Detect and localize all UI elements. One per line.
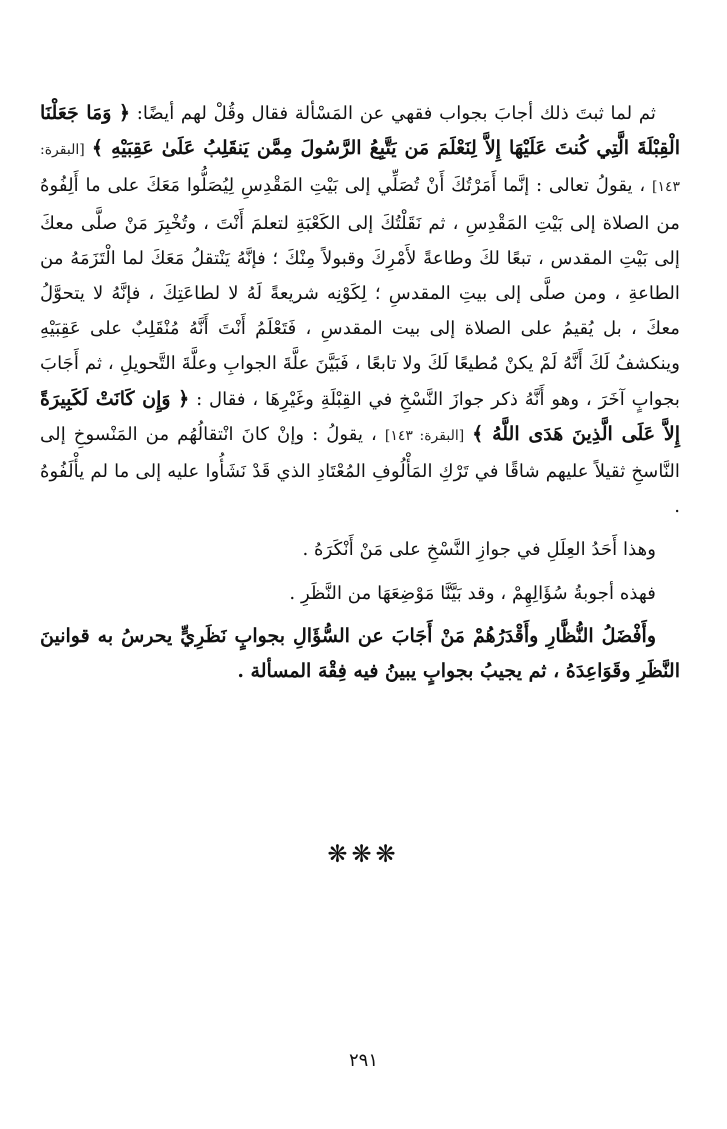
paragraph-answers: فهذه أجوبةُ سُؤَالِهِمْ ، وقد بَيَّنَّا مَوْضِعَهَا من النَّظَرِ .	[289, 582, 656, 604]
commentary-text: ، يقولُ تعالى : إنَّما أَمَرْتُكَ أَنْ تُصَلِّي إلى بَيْتِ المَقْدِسِ لِيُصَلُّوا مَعَكَ على ما أَلِفُوهُ من الصلاة إلى بَيْتِ المَقْدِسِ ، ثم نَقَلْتُكَ إلى الكَعْبَةِ لتعلمَ أَنْتَ ، وتُخْبِرَ مَنْ صلَّى معكَ إلى بَيْتِ المقدس ، تبعًا لكَ وطاعةً لأَمْرِكَ وقبولاً مِنْكَ ؛ فإنَّهُ يَنْتقلُ مَعَكَ لما الْتَزَمَهُ من الطاعةِ ، ومن صلَّى إلى بيتِ المقدسِ ؛ لِكَوْنِه شريعةً لَهُ لا لطاعَتِكَ ، فإنَّهُ لا يتحوَّلُ معكَ ، بل يُقيمُ على الصلاة إلى بيت المقدسِ ، فَتَعْلَمُ أَنْتَ أَنَّهُ مُنْقَلِبٌ على عَقِبَيْهِ وينكشفُ لَكَ أَنَّهُ لَمْ يكنْ مُطيعًا لَكَ ولا تابعًا ، فَبَيَّنَ علَّةَ الجوابِ وعلَّةَ التَّحويلِ ، ثم أَجَابَ بجوابٍ آخَرَ ، وهو أَنَّهُ ذكر جوازَ النَّسْخِ في القِبْلَةِ وغَيْرِهَا ، فقال :	[40, 175, 680, 410]
page-number: ٢٩١	[348, 1050, 378, 1071]
verse-reference: [البقرة: ١٤٣]	[384, 427, 465, 444]
quran-verse: ﴿ وَمَا جَعَلْنَا الْقِبْلَةَ الَّتِي كُنتَ عَلَيْهَا إِلاَّ لِنَعْلَمَ مَن يَتَّبِعُ الرَّسُولَ مِمَّن يَنقَلِبُ عَلَىٰ عَقِبَيْهِ ﴾	[40, 102, 680, 160]
page-body	[40, 96, 680, 689]
intro-text: ثم لما ثبتَ ذلك أجابَ بجواب فقهي عن المَسْألة فقال وقُلْ لهم أيضًا:	[136, 103, 656, 124]
commentary-text: ، يقولُ : وإنْ كانَ انْتقالُهُم من المَنْسوخِ إلى النَّاسخِ ثقيلاً عليهم شاقًا في تَرْكِ المَأْلُوفِ المُعْتَادِ الذي قَدْ نَشَأُوا عليه إلى ما لم يأْلَفُوهُ .	[40, 423, 680, 518]
quran-verse: ﴿ وَإِن كَانَتْ لَكَبِيرَةً إِلاَّ عَلَى الَّذِينَ هَدَى اللَّهُ ﴾	[40, 387, 680, 445]
section-separator: ❋❋❋	[327, 840, 400, 868]
paragraph-quran-answer	[40, 96, 680, 524]
verse-reference: [البقرة: ١٤٣]	[40, 142, 680, 196]
paragraph-abrogation: وهذا أَحَدُ العِلَلِ في جوازِ النَّسْخِ على مَنْ أَنْكَرَهُ .	[302, 539, 656, 561]
paragraph-best-debaters: وأَفْضَلُ النُّظَّارِ وأَقْدَرُهُمْ مَنْ أَجَابَ عن السُّؤَالِ بجوابٍ نَظَرِيٍّ يحرسُ به قوانينَ النَّظَرِ وقَوَاعِدَهُ ، ثم يجيبُ بجوابٍ يبينُ فيه فِقْهَ المسألة .	[40, 624, 680, 683]
